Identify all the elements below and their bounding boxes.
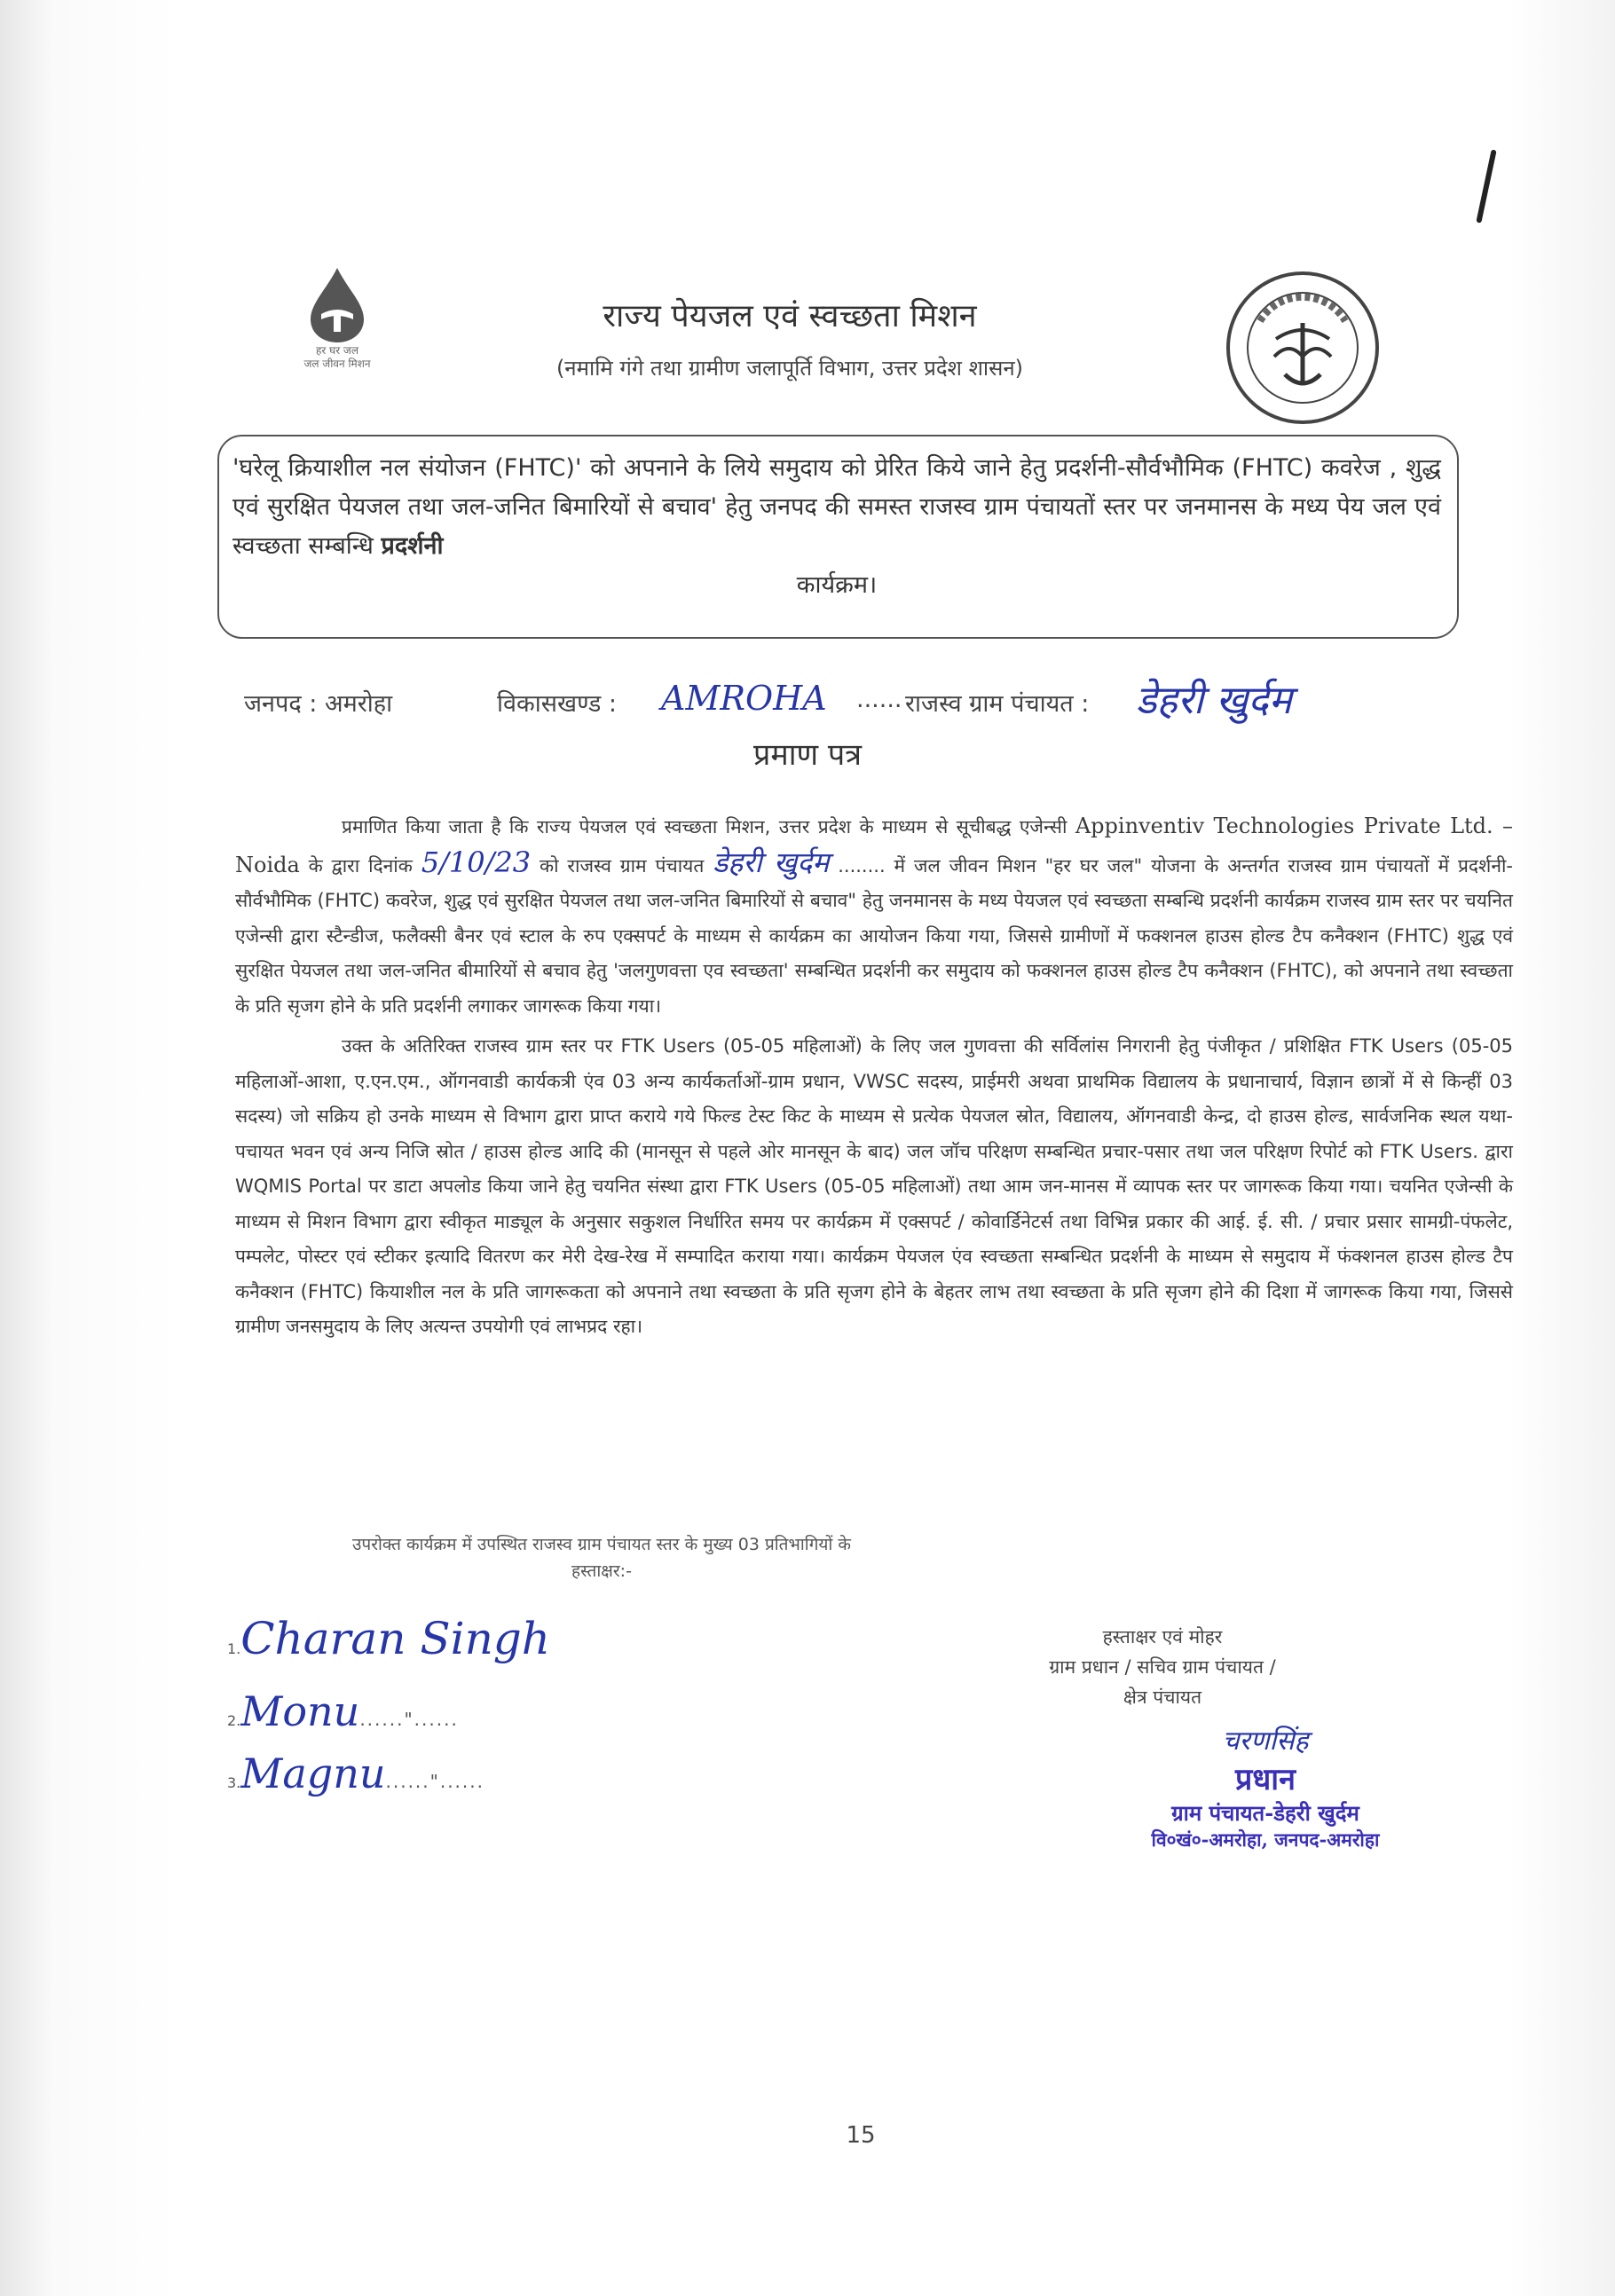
signature-dots: ......"...... (385, 1771, 484, 1792)
panchayat-value: डेहरी खुर्दम (1136, 678, 1292, 723)
authority-block (994, 1622, 1331, 1712)
mission-title: राज्य पेयजल एवं स्वच्छता मिशन (603, 298, 977, 334)
block-value: AMROHA (661, 679, 827, 718)
signature-name: Magnu (240, 1750, 386, 1797)
village-name: डेहरी खुर्दम (713, 845, 830, 879)
participant-signature-3 (227, 1750, 484, 1797)
paragraph-1 (235, 809, 1513, 1024)
signature-dots: ......"...... (359, 1709, 459, 1730)
program-text-end: कार्यक्रम। (796, 571, 878, 599)
pradhan-signature: चरणसिंह (1222, 1726, 1309, 1757)
location-row (244, 679, 1424, 725)
page-number: 15 (846, 2122, 876, 2149)
pradhan-stamp (1052, 1721, 1478, 1881)
authority-line1: हस्ताक्षर एवं मोहर (1102, 1626, 1223, 1647)
p1-village-label: को राजस्व ग्राम पंचायत (540, 854, 705, 877)
program-text-bold: प्रदर्शनी (381, 532, 444, 560)
water-drop-icon (302, 264, 373, 344)
certificate-title: प्रमाण पत्र (753, 737, 862, 773)
stamp-title: प्रधान (1235, 1762, 1296, 1797)
signature-number: 2. (227, 1712, 241, 1729)
stamp-block: वि०खं०-अमरोहा, जनपद-अमरोहा (1151, 1828, 1380, 1851)
participant-signature-2 (227, 1687, 459, 1735)
p1-intro: प्रमाणित किया जाता है कि राज्य पेयजल एवं स्वच्छता मिशन, उत्तर प्रदेश के माध्यम से सूचीबद्ध एजेन्सी (342, 816, 1067, 837)
signature-number: 1. (227, 1640, 241, 1657)
block-label: विकासखण्ड : (497, 690, 618, 718)
authority-line2: ग्राम प्रधान / सचिव ग्राम पंचायत / (1049, 1656, 1276, 1678)
emblem-icon (1223, 268, 1383, 428)
signature-name: Monu (240, 1687, 360, 1735)
signatures-intro (256, 1531, 948, 1584)
p1-date-label: के द्वारा दिनांक (308, 854, 413, 877)
program-text-main: 'घरेलू क्रियाशील नल संयोजन (FHTC)' को अपनाने के लिये समुदाय को प्रेरित किये जाने हेतु प्रदर्शनी-सौर्वभौमिक (FHTC) कवरेज , शुद्ध एवं सुरक्षित पेयजल तथा जल-जनित बिमारियों से बचाव' हेतु जनपद की समस्त राजस्व ग्राम पंचायतों स्तर पर जनमानस के मध्य पेय जल एवं स्वच्छता सम्बन्धि (232, 454, 1441, 560)
logo-caption: हर घर जल जल जीवन मिशन (303, 344, 371, 370)
paragraph-2: उक्त के अतिरिक्त राजस्व ग्राम स्तर पर FTK Users (05-05 महिलाओं) के लिए जल गुणवत्ता की सर्विलांस निगरानी हेतु पंजीकृत / प्रशिक्षित FTK Users (05-05 महिलाओं-आशा, ए.एन.एम., ऑगनवाडी कार्यकत्री एंव 03 अन्य कार्यकर्ताओं-ग्राम प्रधान, VWSC सदस्य, प्राईमरी अथवा प्राथमिक विद्यालय के प्रधानाचार्य, विज्ञान छात्रों में से किन्हीं 03 सदस्य) जो सक्रिय हो उनके माध्यम से विभाग द्वारा प्राप्त कराये गये फिल्ड टेस्ट किट के माध्यम से प्रत्येक पेयजल स्रोत, विद्यालय, ऑगनवाडी केन्द्र, दो हाउस होल्ड, सार्वजनिक स्थल यथा-पचायत भवन एवं अन्य निजि स्रोत / हाउस होल्ड आदि की (मानसून से पहले ओर मानसून के बाद) जल जॉच परिक्षण सम्बन्धित प्रचार-पसार तथा जल परिक्षण रिपोर्ट को FTK Users. द्वारा WQMIS Portal पर डाटा अपलोड किया जाने हेतु चयनित संस्था द्वारा FTK Users (05-05 महिलाओं) तथा आम जन-मानस में व्यापक स्तर पर जागरूक किया गया। चयनित एजेन्सी के माध्यम से मिशन विभाग द्वारा स्वीकृत माड्यूल के अनुसार सकुशल निर्धारित समय पर कार्यक्रम में एक्सपर्ट / कोवार्डिनेटर्स तथा विभिन्न प्रकार की आई. ई. सी. / प्रचार प्रसार सामग्री-पंफलेट, पम्पलेट, पोस्टर एवं स्टीकर इत्यादि वितरण कर मेरी देख-रेख में सम्पादित कराया गया। कार्यक्रम पेयजल एंव स्वच्छता सम्बन्धित प्रदर्शनी के माध्यम से समुदाय में फंक्शनल हाउस होल्ड टैप कनैक्शन (FHTC) कियाशील नल के प्रति जागरूकता को अपनाने तथा स्वच्छता के प्रति सृजग होने के बेहतर लाभ तथा स्वच्छता के प्रति सृजग होने की दिशा में जागरूक किया गया, जिससे ग्रामीण जनसमुदाय के लिए अत्यन्त उपयोगी एवं लाभप्रद रहा। (235, 1035, 1513, 1337)
signature-number: 3. (227, 1774, 241, 1791)
district-label: जनपद : अमरोहा (244, 690, 393, 718)
authority-line3: क्षेत्र पंचायत (1123, 1687, 1202, 1708)
program-description (232, 449, 1441, 605)
up-government-seal (1223, 268, 1383, 428)
mission-subtitle: (नमामि गंगे तथा ग्रामीण जलापूर्ति विभाग, उत्तर प्रदेश शासन) (555, 356, 1024, 381)
signature-name: Charan Singh (240, 1613, 550, 1664)
agency-name: Appinventiv Technologies Private Ltd. – Noida (235, 814, 1513, 877)
dots-filler: ...... (856, 686, 902, 713)
har-ghar-jal-logo (266, 264, 408, 397)
event-date: 5/10/23 (421, 845, 532, 879)
panchayat-label: राजस्व ग्राम पंचायत : (905, 690, 1090, 718)
stamp-panchayat: ग्राम पंचायत-डेहरी खुर्दम (1171, 1800, 1359, 1826)
signatures-intro-line1: उपरोक्त कार्यक्रम में उपस्थित राजस्व ग्राम पंचायत स्तर के मुख्य 03 प्रतिभागियों के (352, 1535, 851, 1554)
certificate-body (235, 809, 1513, 1350)
p1-rest: ........ में जल जीवन मिशन "हर घर जल" योजना के अन्तर्गत राजस्व ग्राम पंचायतों में प्रदर्शनी-सौर्वभौमिक (FHTC) कवरेज, शुद्ध एवं सुरक्षित पेयजल तथा जल-जनित बिमारियों से बचाव" हेतु जनमानस के मध्य पेयजल एवं स्वच्छता सम्बन्धि प्रदर्शनी कार्यक्रम राजस्व ग्राम स्तर पर चयनित एजेन्सी द्वारा स्टैन्डीज, फलैक्सी बैनर एवं स्टाल के रुप एक्सपर्ट के माध्यम से कार्यक्रम का आयोजन किया गया, जिससे ग्रामीणों में फक्शनल हाउस होल्ड टैप कनैक्शन (FHTC) शुद्ध एवं सुरक्षित पेयजल तथा जल-जनित बीमारियों से बचाव हेतु 'जलगुणवत्ता एव स्वच्छता' सम्बन्धित प्रदर्शनी कर समुदाय को फक्शनल हाउस होल्ड टैप कनैक्शन (FHTC), को अपनाने तथा स्वच्छता के प्रति सृजग होने के प्रति प्रदर्शनी लगाकर जागरूक किया गया। (235, 854, 1513, 1017)
signatures-intro-line2: हस्ताक्षर:- (571, 1561, 632, 1581)
participant-signature-1 (227, 1613, 550, 1664)
